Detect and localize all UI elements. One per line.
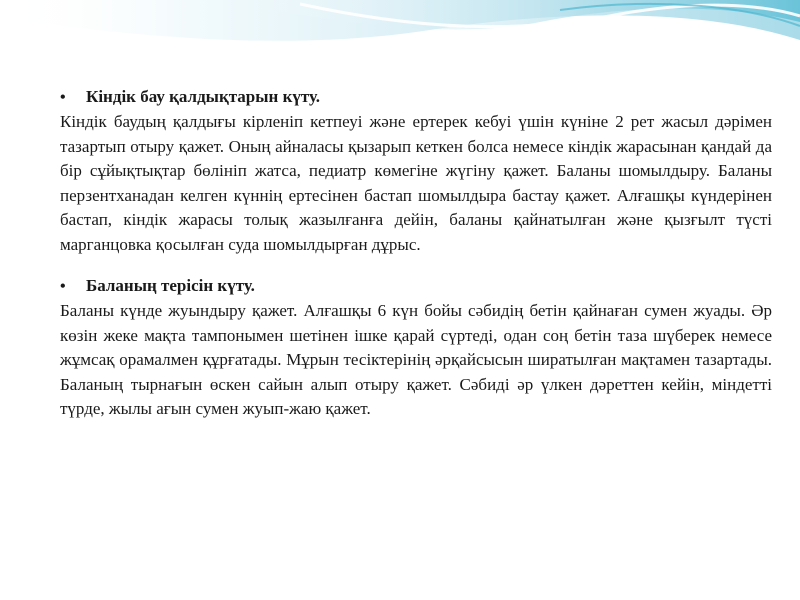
section-body: Кіндік баудың қалдығы кірленіп кетпеуі және ертерек кебуі үшін күніне 2 рет жасыл дәрімен тазартып отыру қажет. Оның айналасы қызарып кеткен болса немесе кіндік жарасынан қандай да бір сұйықтықтар бөлініп жатса, педиатр көмегіне жүгіну қажет. Баланы шомылдыру. Баланы перзентханадан келген күннің ертесінен бастап шомылдыра бастау қажет. Алғашқы күндерінен бастап, кіндік жарасы толық жазылғанға дейін, баланы қайнатылған және қызғылт түсті марганцовка қосылған суда шомылдырған дұрыс. bbox=[60, 112, 772, 254]
section-heading: Кіндік бау қалдықтарын күту. bbox=[86, 87, 321, 106]
top-wave-decoration bbox=[0, 0, 800, 80]
section-umbilical-care bbox=[60, 84, 772, 257]
slide-content bbox=[60, 84, 772, 422]
bullet-marker: • bbox=[60, 89, 66, 106]
section-heading: Баланың терісін күту. bbox=[86, 276, 255, 295]
section-heading-row bbox=[60, 84, 772, 110]
section-body: Баланы күнде жуындыру қажет. Алғашқы 6 күн бойы сәбидің бетін қайнаған сумен жуады. Әр көзін жеке мақта тампонымен шетінен ішке қарай сүртеді, одан соң бетін таза шүберек немесе жұмсақ орамалмен құрғатады. Мұрын тесіктерінің әрқайсысын ширатылған мақтамен тазартады. Баланың тырнағын өскен сайын алып отыру қажет. Сәбиді әр үлкен дәреттен кейін, міндетті түрде, жылы ағын сумен жуып-жаю қажет. bbox=[60, 301, 772, 418]
section-skin-care bbox=[60, 273, 772, 422]
bullet-marker: • bbox=[60, 278, 66, 295]
section-heading-row bbox=[60, 273, 772, 299]
